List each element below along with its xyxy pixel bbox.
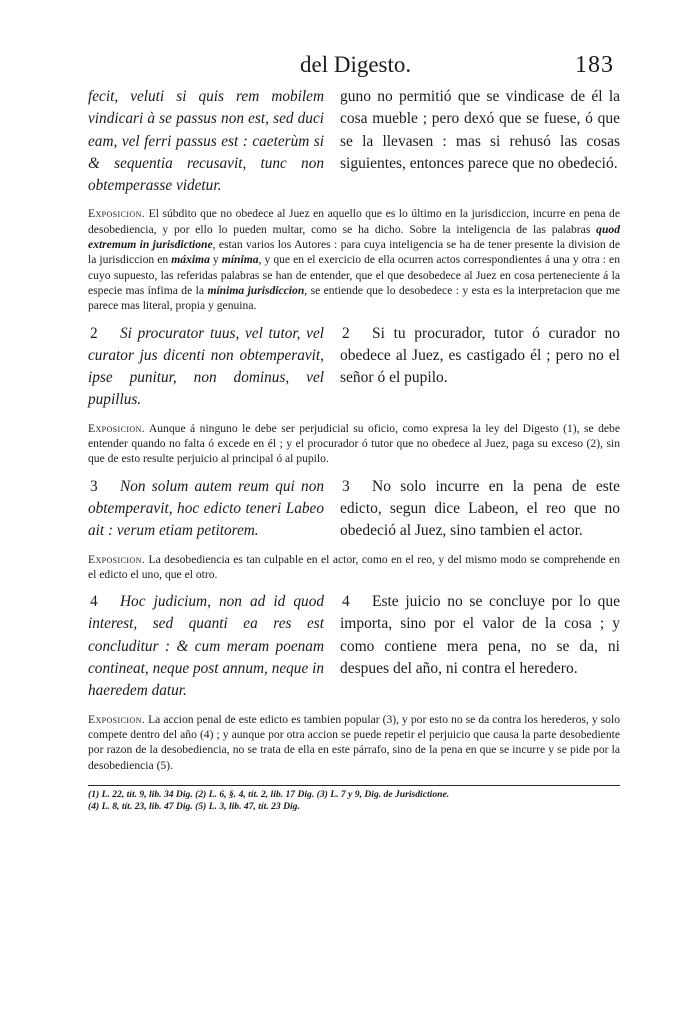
footnote-divider — [88, 785, 620, 786]
paragraph-number: 2 — [342, 324, 350, 342]
footnote: (5) L. 3, lib. 47, tít. 23 Dig. — [195, 801, 300, 813]
spanish-text: 3 No solo incurre en la pena de este edicto, segun dice Labeon, el reo que no obedeció al Juez, sino tambien el actor. — [340, 477, 620, 540]
paragraph-number: 2 — [90, 324, 98, 342]
exposicion-label: Exposicion. — [88, 712, 146, 726]
paragraph-number: 4 — [90, 593, 98, 611]
exposicion-text: La accion penal de este edicto es tambien popular (3), y por esto no se da contra los herederos, y solo compete dentro del año (4) ; y aunque por otra accion se puede repetir el perjuicio que causa la parte desobediente por razon de la desobediencia, no se trata de ella en este párrafo, sino de la pena en que se incurre y se pide por la desobediencia (5). — [88, 712, 620, 772]
exposicion-text: , y que en el exercicio de ella ocurren actos correspondientes á una y otra : en cuyo supuesto, las referidas palabras se han de entender, que el que desobedece al Juez en cosa perteneciente á la especie mas ínfima de la — [88, 253, 620, 297]
exposicion-text: , estan varios los Autores : para cuya inteligencia se ha de tener presente la division de la jurisdiccion en — [88, 238, 621, 267]
paragraph-number: 4 — [342, 593, 350, 611]
exposicion-label: Exposicion. — [88, 552, 146, 566]
exposicion-label: Exposicion. — [88, 207, 146, 221]
latin-text: 2 Si procurator tuus, vel tutor, vel curator jus dicenti non obtemperavit, ipse punitur, non dominus, vel pupillus. — [88, 324, 324, 409]
exposicion-text: y — [209, 253, 222, 267]
paragraph-number: 3 — [342, 477, 350, 495]
footnotes — [88, 789, 620, 814]
exposicion-emphasis: mínima jurisdiccion — [207, 283, 305, 297]
exposicion-1 — [88, 206, 620, 313]
exposicion-text: , se entiende que lo desobedece : y esta es la interpretacion que me parece mas literal, propia y genuina. — [88, 283, 620, 313]
paragraph-3-pair — [88, 476, 620, 543]
exposicion-emphasis: quod extremum in jurisdictione — [88, 222, 620, 252]
page-header — [88, 52, 620, 86]
page-number: 183 — [575, 52, 614, 78]
footnote: (3) L. 7 y 9, Dig. de Jurisdictione. — [316, 788, 450, 800]
paragraph-number: 3 — [90, 477, 98, 495]
spanish-text: 2 Si tu procurador, tutor ó curador no obedece al Juez, es castigado él ; pero no el señor ó el pupilo. — [340, 324, 620, 387]
exposicion-label: Exposicion. — [88, 421, 146, 435]
exposicion-3 — [88, 552, 620, 583]
paragraph-2-pair — [88, 323, 620, 412]
footnote: (1) L. 22, tít. 9, lib. 34 Dig. — [88, 788, 193, 800]
footnote: (4) L. 8, tít. 23, lib. 47 Dig. — [88, 801, 193, 813]
latin-text: 4 Hoc judicium, non ad id quod interest, sed quanti ea res est concluditur : & cum meram poenam contineat, neque post annum, neque in haeredem datur. — [88, 593, 324, 700]
footnote: (2) L. 6, §. 4, tít. 2, lib. 17 Dig. — [195, 788, 315, 800]
exposicion-text: Aunque á ninguno le debe ser perjudicial su oficio, como expresa la ley del Digesto (1), se debe entender quando no falta ó excede en él ; y el procurador ó tutor que no obedece al Juez, paga su exceso (2), sin que de esto resulte perjuicio al principal ó al pupilo. — [88, 421, 620, 466]
exposicion-text: El súbdito que no obedece al Juez en aquello que es lo último en la jurisdiccion, incurre en pena de desobediencia, y por ello lo pueden multar, como se ha dicho. Sobre la inteligencia de las palabras — [88, 207, 620, 236]
exposicion-4 — [88, 712, 620, 773]
page — [88, 52, 620, 814]
exposicion-emphasis: mínima — [221, 253, 259, 267]
spanish-text: guno no permitió que se vindicase de él la cosa mueble ; pero dexó que se fuese, ó que se la llevasen : mas si rehusó las cosas siguientes, entonces parece que no obedeció. — [340, 88, 620, 172]
spanish-text: 4 Este juicio no se concluye por lo que importa, sino por el valor de la cosa ; y como contiene mera pena, no se da, ni despues del año, ni contra el heredero. — [340, 593, 620, 678]
intro-pair — [88, 86, 620, 197]
running-title: del Digesto. — [300, 52, 412, 77]
latin-text: 3 Non solum autem reum qui non obtemperavit, hoc edicto teneri Labeo ait : verum etiam petitorem. — [88, 477, 324, 540]
paragraph-4-pair — [88, 591, 620, 702]
exposicion-text: La desobediencia es tan culpable en el actor, como en el reo, y del mismo modo se comprehende en el edicto el uno, que el otro. — [88, 552, 620, 581]
exposicion-2 — [88, 421, 620, 467]
latin-text: fecit, veluti si quis rem mobilem vindicari à se passus non est, sed duci eam, vel ferri passus est : caeterùm si & sequentia recusavit, tunc non obtemperasse videtur. — [88, 88, 324, 195]
exposicion-emphasis: máxima — [171, 253, 210, 267]
